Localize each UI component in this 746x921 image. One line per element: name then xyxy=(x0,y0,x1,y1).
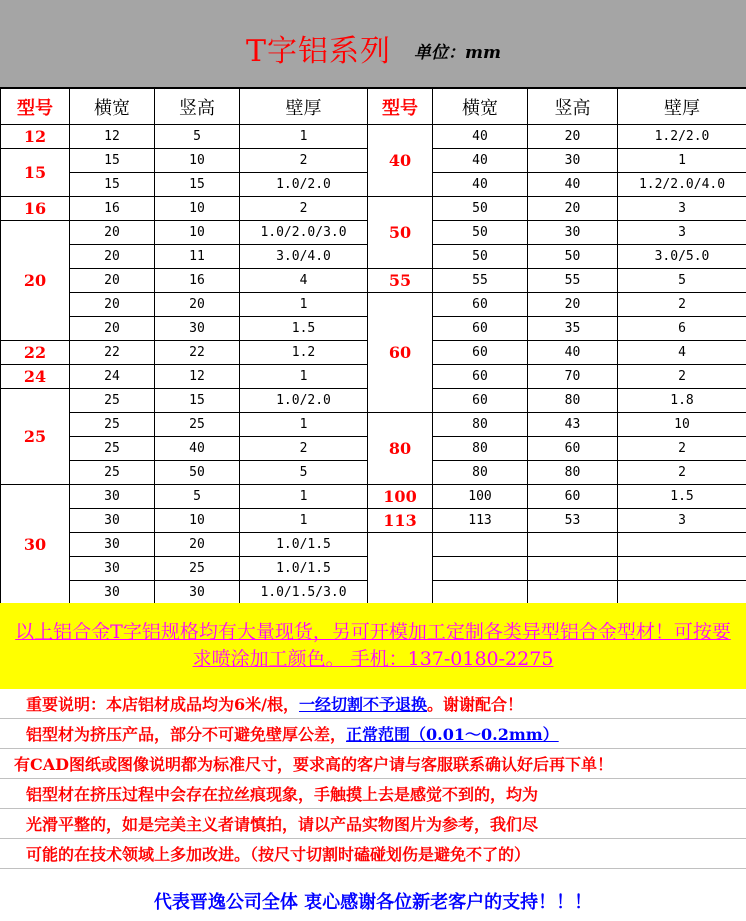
table-row xyxy=(1,509,746,533)
spec-cell: 16 xyxy=(70,197,155,221)
spec-cell: 20 xyxy=(155,533,240,557)
model-cell: 24 xyxy=(1,365,70,389)
spec-cell: 3 xyxy=(618,509,746,533)
spec-cell: 80 xyxy=(528,389,618,413)
title-bar xyxy=(0,0,746,88)
spec-cell xyxy=(433,581,528,605)
spec-cell: 30 xyxy=(70,581,155,605)
spec-cell: 30 xyxy=(70,557,155,581)
model-cell: 20 xyxy=(1,221,70,341)
spec-cell: 40 xyxy=(433,173,528,197)
spec-cell: 10 xyxy=(155,149,240,173)
model-cell xyxy=(368,533,433,605)
page-title: T字铝系列 xyxy=(246,26,391,70)
spec-cell: 2 xyxy=(240,149,368,173)
unit-label: 单位：mm xyxy=(414,38,501,63)
spec-cell: 2 xyxy=(618,437,746,461)
table-row xyxy=(1,533,746,557)
spec-cell: 80 xyxy=(433,461,528,485)
spec-cell: 1.5 xyxy=(618,485,746,509)
spec-cell: 30 xyxy=(70,509,155,533)
spec-table xyxy=(0,88,746,605)
model-cell: 100 xyxy=(368,485,433,509)
spec-cell: 30 xyxy=(528,149,618,173)
spec-cell: 20 xyxy=(70,221,155,245)
note-line: 铝型材在挤压过程中会存在拉丝痕现象，手触摸上去是感觉不到的，均为 xyxy=(0,779,746,809)
note-line: 光滑平整的，如是完美主义者请慎拍，请以产品实物图片为参考，我们尽 xyxy=(0,809,746,839)
col-header-model: 型号 xyxy=(1,89,70,125)
model-cell: 60 xyxy=(368,293,433,413)
notes-list xyxy=(0,689,746,869)
spec-cell xyxy=(528,557,618,581)
spec-cell: 2 xyxy=(618,461,746,485)
spec-cell: 30 xyxy=(528,221,618,245)
spec-cell: 1.0/1.5 xyxy=(240,557,368,581)
spec-cell: 5 xyxy=(618,269,746,293)
thanks-footer: 代表晋逸公司全体 衷心感谢各位新老客户的支持！！！ xyxy=(0,885,746,920)
spec-cell: 20 xyxy=(528,125,618,149)
spec-cell: 80 xyxy=(433,437,528,461)
spec-cell: 30 xyxy=(70,533,155,557)
table-header-row xyxy=(1,89,746,125)
model-cell: 30 xyxy=(1,485,70,605)
col-header-thickness: 壁厚 xyxy=(240,89,368,125)
table-row xyxy=(1,197,746,221)
spec-cell: 3.0/5.0 xyxy=(618,245,746,269)
spec-cell: 20 xyxy=(70,293,155,317)
spec-cell: 40 xyxy=(528,341,618,365)
spec-cell: 20 xyxy=(70,317,155,341)
spec-cell: 10 xyxy=(618,413,746,437)
spec-cell: 3.0/4.0 xyxy=(240,245,368,269)
note-link: 正常范围（0.01～0.2mm） xyxy=(346,725,559,744)
spec-cell: 1.2/2.0/4.0 xyxy=(618,173,746,197)
spec-cell: 1 xyxy=(240,485,368,509)
spec-cell xyxy=(433,557,528,581)
col-header-height: 竖高 xyxy=(155,89,240,125)
spec-cell: 1.0/1.5 xyxy=(240,533,368,557)
spec-cell: 60 xyxy=(433,341,528,365)
spec-cell: 30 xyxy=(70,485,155,509)
table-row xyxy=(1,269,746,293)
spec-cell: 1.8 xyxy=(618,389,746,413)
spec-cell: 50 xyxy=(528,245,618,269)
col-header-height: 竖高 xyxy=(528,89,618,125)
spec-cell: 1.0/2.0 xyxy=(240,173,368,197)
model-cell: 12 xyxy=(1,125,70,149)
col-header-width: 横宽 xyxy=(70,89,155,125)
model-cell: 25 xyxy=(1,389,70,485)
spec-cell: 1.2/2.0 xyxy=(618,125,746,149)
spec-cell: 1 xyxy=(618,149,746,173)
spec-cell: 35 xyxy=(528,317,618,341)
spec-cell: 40 xyxy=(433,125,528,149)
spec-cell: 6 xyxy=(618,317,746,341)
spec-cell: 2 xyxy=(240,437,368,461)
spec-cell: 40 xyxy=(433,149,528,173)
spec-cell: 60 xyxy=(433,365,528,389)
spec-cell: 53 xyxy=(528,509,618,533)
stock-notice: 以上铝合金T字铝规格均有大量现货，另可开模加工定制各类异型铝合金型材！可按要求喷涂加工颜色。 手机：137-0180-2275 xyxy=(0,603,746,689)
spec-cell: 1.5 xyxy=(240,317,368,341)
spec-cell: 50 xyxy=(433,245,528,269)
spec-cell: 1.2 xyxy=(240,341,368,365)
note-line: 可能的在技术领域上多加改进。（按尺寸切割时磕碰划伤是避免不了的） xyxy=(0,839,746,869)
spec-cell: 50 xyxy=(433,221,528,245)
spec-cell: 4 xyxy=(618,341,746,365)
spec-cell: 1.0/2.0/3.0 xyxy=(240,221,368,245)
spec-cell: 43 xyxy=(528,413,618,437)
spec-cell: 1 xyxy=(240,509,368,533)
spec-cell: 2 xyxy=(618,365,746,389)
spec-cell: 55 xyxy=(433,269,528,293)
spec-cell: 25 xyxy=(70,389,155,413)
spec-cell: 25 xyxy=(70,461,155,485)
note-link: 一经切割不予退换 xyxy=(299,695,427,714)
spec-cell: 80 xyxy=(433,413,528,437)
spec-cell: 10 xyxy=(155,221,240,245)
spec-cell: 25 xyxy=(155,557,240,581)
spec-cell: 3 xyxy=(618,197,746,221)
model-cell: 22 xyxy=(1,341,70,365)
spec-cell: 10 xyxy=(155,509,240,533)
spec-cell xyxy=(618,557,746,581)
model-cell: 113 xyxy=(368,509,433,533)
model-cell: 15 xyxy=(1,149,70,197)
model-cell: 55 xyxy=(368,269,433,293)
spec-cell: 2 xyxy=(240,197,368,221)
spec-cell: 55 xyxy=(528,269,618,293)
note-line: 有CAD图纸或图像说明都为标准尺寸，要求高的客户请与客服联系确认好后再下单！ xyxy=(0,749,746,779)
table-row xyxy=(1,413,746,437)
spec-cell: 15 xyxy=(155,173,240,197)
col-header-thickness: 壁厚 xyxy=(618,89,746,125)
spec-cell: 5 xyxy=(240,461,368,485)
spec-cell: 60 xyxy=(433,293,528,317)
note-line: 铝型材为挤压产品，部分不可避免壁厚公差，正常范围（0.01～0.2mm） xyxy=(0,719,746,749)
spec-cell: 1 xyxy=(240,125,368,149)
spec-cell: 12 xyxy=(70,125,155,149)
spec-cell xyxy=(528,533,618,557)
spec-cell: 4 xyxy=(240,269,368,293)
spec-cell: 3 xyxy=(618,221,746,245)
spec-cell: 20 xyxy=(70,269,155,293)
spec-cell xyxy=(618,581,746,605)
spec-cell: 22 xyxy=(70,341,155,365)
spec-cell: 40 xyxy=(155,437,240,461)
spec-cell: 10 xyxy=(155,197,240,221)
spec-cell xyxy=(433,533,528,557)
spec-cell xyxy=(528,581,618,605)
table-row xyxy=(1,125,746,149)
spec-cell: 20 xyxy=(70,245,155,269)
spec-cell: 1.0/1.5/3.0 xyxy=(240,581,368,605)
spec-cell: 1 xyxy=(240,413,368,437)
spec-cell: 24 xyxy=(70,365,155,389)
spec-cell: 70 xyxy=(528,365,618,389)
spec-cell: 25 xyxy=(70,437,155,461)
model-cell: 40 xyxy=(368,125,433,197)
spec-cell xyxy=(618,533,746,557)
spec-cell: 50 xyxy=(433,197,528,221)
spec-cell: 5 xyxy=(155,125,240,149)
spec-cell: 20 xyxy=(528,197,618,221)
spec-cell: 30 xyxy=(155,581,240,605)
spec-cell: 60 xyxy=(528,437,618,461)
spec-cell: 60 xyxy=(433,317,528,341)
spec-cell: 30 xyxy=(155,317,240,341)
spec-cell: 1 xyxy=(240,365,368,389)
spec-cell: 22 xyxy=(155,341,240,365)
table-row xyxy=(1,293,746,317)
spec-cell: 50 xyxy=(155,461,240,485)
table-row xyxy=(1,485,746,509)
spec-cell: 5 xyxy=(155,485,240,509)
spec-cell: 1.0/2.0 xyxy=(240,389,368,413)
spec-cell: 15 xyxy=(155,389,240,413)
col-header-width: 横宽 xyxy=(433,89,528,125)
spec-cell: 25 xyxy=(155,413,240,437)
spec-cell: 20 xyxy=(528,293,618,317)
spec-cell: 60 xyxy=(528,485,618,509)
spec-cell: 40 xyxy=(528,173,618,197)
model-cell: 80 xyxy=(368,413,433,485)
spec-cell: 60 xyxy=(433,389,528,413)
spec-cell: 12 xyxy=(155,365,240,389)
spec-cell: 11 xyxy=(155,245,240,269)
note-line: 重要说明：本店铝材成品均为6米/根，一经切割不予退换。谢谢配合！ xyxy=(0,689,746,719)
spec-cell: 2 xyxy=(618,293,746,317)
model-cell: 50 xyxy=(368,197,433,269)
spec-cell: 113 xyxy=(433,509,528,533)
spec-cell: 1 xyxy=(240,293,368,317)
model-cell: 16 xyxy=(1,197,70,221)
spec-cell: 25 xyxy=(70,413,155,437)
spec-cell: 15 xyxy=(70,173,155,197)
spec-cell: 15 xyxy=(70,149,155,173)
spec-cell: 100 xyxy=(433,485,528,509)
spec-cell: 16 xyxy=(155,269,240,293)
spec-cell: 20 xyxy=(155,293,240,317)
spec-cell: 80 xyxy=(528,461,618,485)
col-header-model: 型号 xyxy=(368,89,433,125)
